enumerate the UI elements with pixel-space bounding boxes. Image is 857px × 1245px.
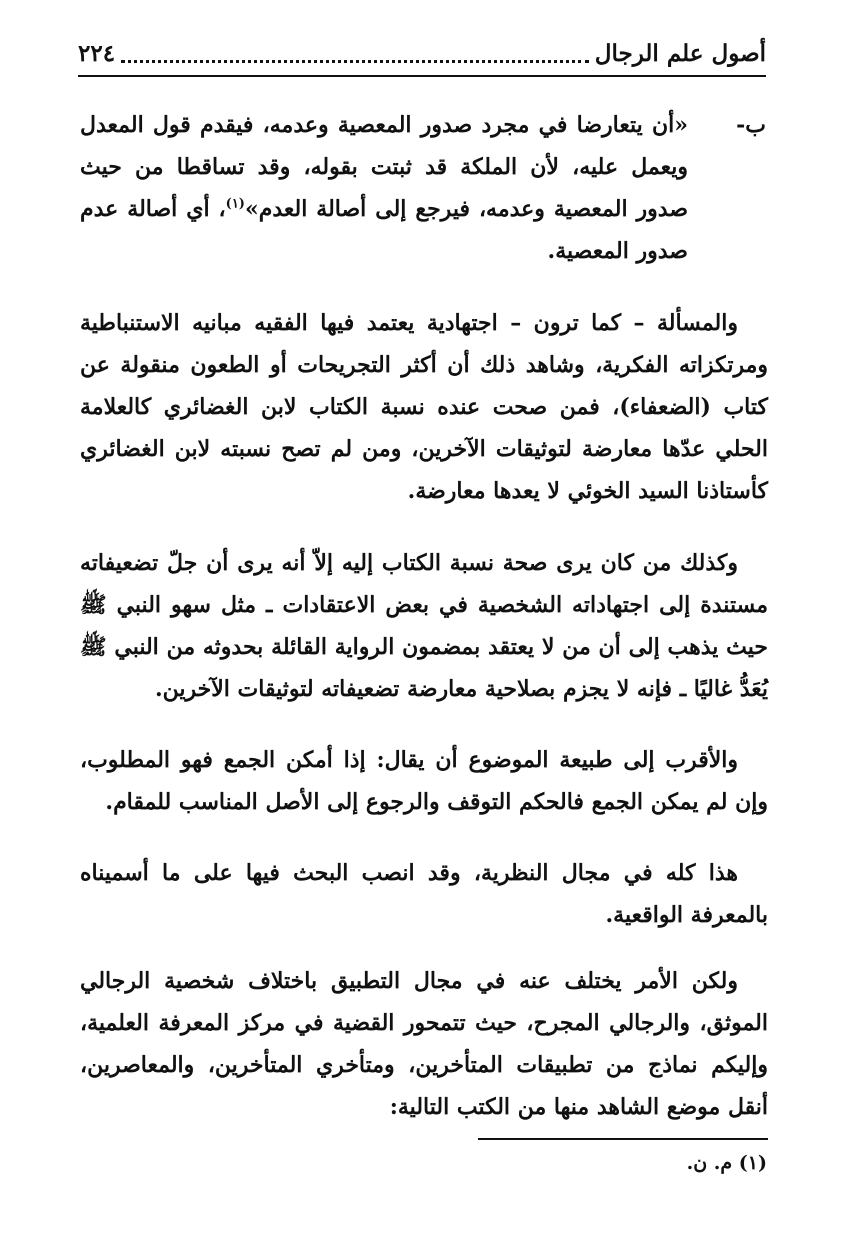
footnote-reference[interactable]: (١) [225, 196, 245, 212]
paragraph-2 [80, 542, 768, 710]
footnote-1: (١) م. ن. [686, 1152, 767, 1174]
paragraph-5 [80, 960, 768, 1128]
paragraph-4-text: هذا كله في مجال النظرية، وقد انصب البحث فيها على ما أسميناه بالمعرفة الواقعية. [80, 860, 768, 928]
paragraph-1 [80, 302, 768, 512]
list-marker-b: ب- [736, 112, 766, 138]
header-leader-dots [121, 44, 589, 63]
item-b-text: «أن يتعارضا في مجرد صدور المعصية وعدمه، فيقدم قول المعدل ويعمل عليه، لأن الملكة قد ثبتت بقوله، وقد تساقطا من حيث صدور المعصية وعدمه، فيرجع إلى أصالة العدم» [80, 112, 689, 222]
footnote-separator [478, 1138, 768, 1140]
running-header [78, 34, 766, 72]
item-b-text-tail: ، أي أصالة عدم صدور المعصية. [80, 196, 688, 264]
paragraph-3 [80, 739, 768, 823]
quoted-item-b [80, 104, 688, 272]
paragraph-1-text: والمسألة – كما ترون – اجتهادية يعتمد فيها الفقيه مبانيه الاستنباطية ومرتكزاته الفكرية، وشاهد ذلك أن أكثر التجريحات أو الطعون منقولة عن كتاب (الضعفاء)، فمن صحت عنده نسبة الكتاب لابن الغضائري كالعلامة الحلي عدّها معارضة لتوثيقات الآخرين، ومن لم تصح نسبته لابن الغضائري كأستاذنا السيد الخوئي لا يعدها معارضة. [80, 310, 769, 504]
paragraph-3-text: والأقرب إلى طبيعة الموضوع أن يقال: إذا أمكن الجمع فهو المطلوب، وإن لم يمكن الجمع فالحكم التوقف والرجوع إلى الأصل المناسب للمقام. [80, 747, 768, 815]
page-number: ٢٢٤ [78, 39, 116, 67]
paragraph-4 [80, 852, 768, 936]
paragraph-5-text: ولكن الأمر يختلف عنه في مجال التطبيق باختلاف شخصية الرجالي الموثق، والرجالي المجرح، حيث تتمحور القضية في مركز المعرفة العلمية، وإليكم نماذج من تطبيقات المتأخرين، ومتأخري المتأخرين، والمعاصرين، أنقل موضع الشاهد منها من الكتب التالية: [80, 968, 768, 1120]
header-rule [78, 75, 766, 77]
book-title: أصول علم الرجال [594, 39, 766, 67]
paragraph-2-text: وكذلك من كان يرى صحة نسبة الكتاب إليه إلاّ أنه يرى أن جلّ تضعيفاته مستندة إلى اجتهاداته الشخصية في بعض الاعتقادات ـ مثل سهو النبي ﷺ حيث يذهب إلى أن من لا يعتقد بمضمون الرواية القائلة بحدوثه من النبي ﷺ يُعَدُّ غاليًا ـ فإنه لا يجزم بصلاحية معارضة تضعيفاته لتوثيقات الآخرين. [80, 550, 768, 702]
